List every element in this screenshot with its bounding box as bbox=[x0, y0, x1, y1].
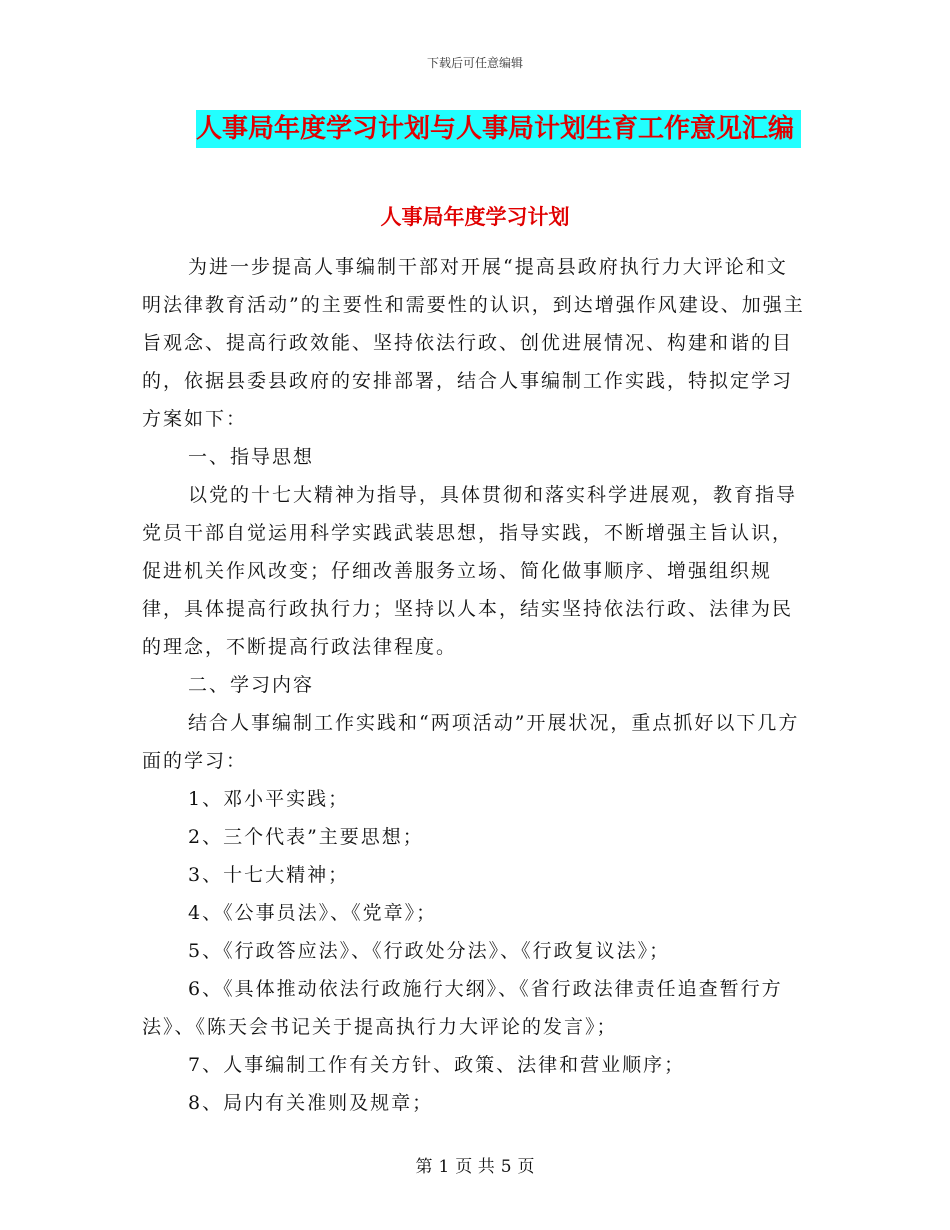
header-note: 下载后可任意编辑 bbox=[426, 56, 523, 70]
footer-prefix: 第 bbox=[415, 1157, 433, 1177]
list-item: 8、局内有关准则及规章； bbox=[188, 1092, 434, 1114]
list-item: 5、《行政答应法》、《行政处分法》、《行政复议法》； bbox=[188, 940, 671, 962]
main-title: 人事局年度学习计划与人事局计划生育工作意见汇编 bbox=[196, 110, 801, 148]
footer-middle: 页 共 bbox=[455, 1157, 495, 1177]
paragraph-guiding-thought: 以党的十七大精神为指导，具体贯彻和落实科学进展观，教育指导党员干部自觉运用科学实践武装思想，指导实践，不断增强主旨认识，促进机关作风改变；仔细改善服务立场、简化做事顺序、增强组织规律，具体提高行政执行力；坚持以人本，结实坚持依法行政、法律为民的理念，不断提高行政法律程度。 bbox=[142, 484, 798, 658]
list-item: 1、邓小平实践； bbox=[188, 788, 350, 810]
list-item: 2、三个代表”主要思想； bbox=[188, 826, 424, 848]
page-number: 1 bbox=[438, 1157, 450, 1177]
page-total: 5 bbox=[500, 1157, 512, 1177]
heading-guiding-thought: 一、指导思想 bbox=[188, 446, 315, 468]
page-footer bbox=[0, 1152, 950, 1177]
list-item: 4、《公事员法》、《党章》； bbox=[188, 902, 438, 924]
list-item: 6、《具体推动依法行政施行大纲》、《省行政法律责任追查暂行方法》、《陈天会书记关于提高执行力大评论的发言》； bbox=[142, 978, 783, 1038]
list-item: 3、十七大精神； bbox=[188, 864, 350, 886]
section-title: 人事局年度学习计划 bbox=[380, 205, 570, 229]
paragraph-study-content: 结合人事编制工作实践和“两项活动”开展状况，重点抓好以下几方面的学习： bbox=[142, 712, 800, 772]
list-item: 7、人事编制工作有关方针、政策、法律和营业顺序； bbox=[188, 1054, 686, 1076]
document-body bbox=[142, 248, 808, 1122]
heading-study-content: 二、学习内容 bbox=[188, 674, 315, 696]
footer-suffix: 页 bbox=[517, 1157, 535, 1177]
paragraph-intro: 为进一步提高人事编制干部对开展“提高县政府执行力大评论和文明法律教育活动”的主要性和需要性的认识，到达增强作风建设、加强主旨观念、提高行政效能、坚持依法行政、创优进展情况、构建和谐的目的，依据县委县政府的安排部署，结合人事编制工作实践，特拟定学习方案如下： bbox=[142, 256, 805, 430]
